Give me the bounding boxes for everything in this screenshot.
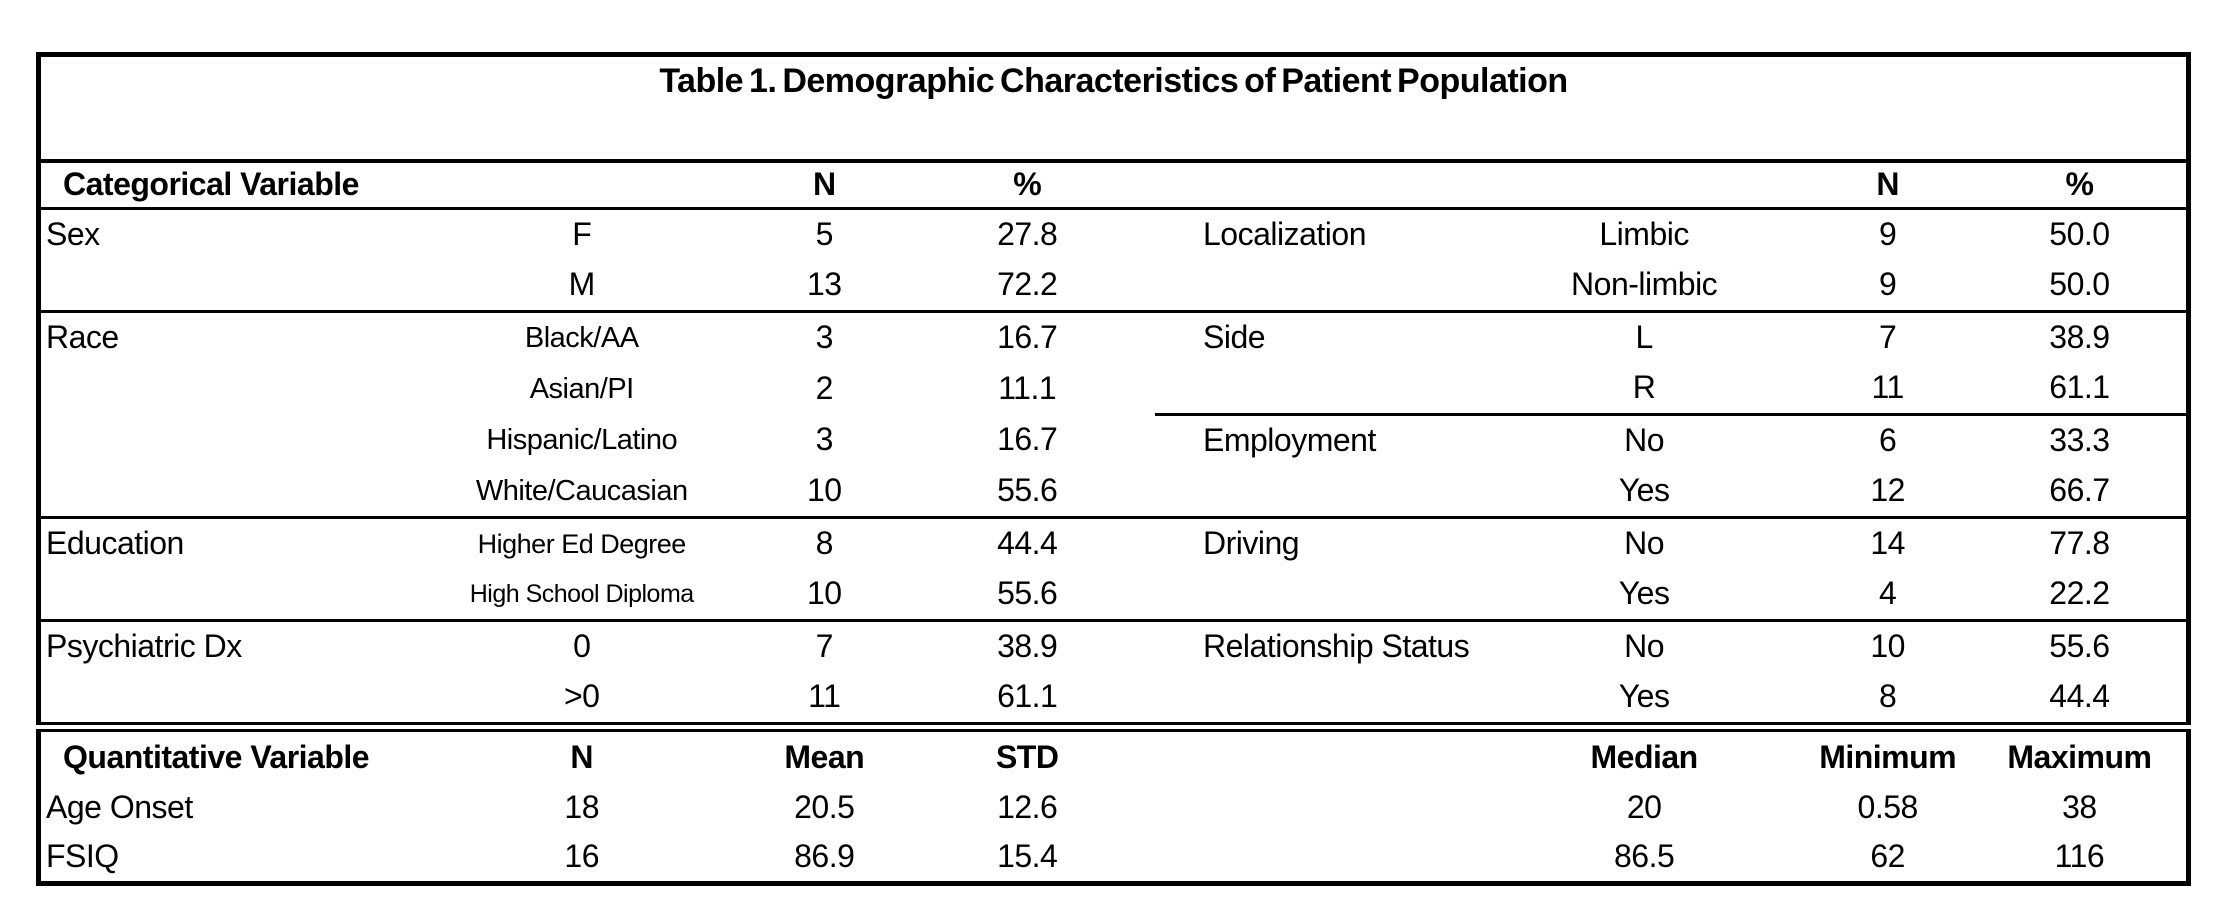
maximum-cell: 116 [2054, 837, 2105, 874]
minimum-cell: 0.58 [1857, 788, 1918, 825]
std-header: STD [899, 727, 1155, 783]
level-cell: Black/AA [524, 321, 639, 354]
variable-cell [39, 569, 415, 621]
variable-cell: Side [1203, 319, 1266, 356]
empty-cell [1486, 161, 1803, 209]
level-cell: L [1635, 319, 1653, 356]
n-cell: 3 [815, 421, 833, 458]
n-cell: 13 [749, 260, 899, 312]
variable-cell [1155, 466, 1486, 518]
variable-cell: Relationship Status [1203, 628, 1470, 665]
variable-cell [1155, 363, 1486, 415]
table-row [39, 363, 2189, 415]
pct-cell: 22.2 [1973, 569, 2189, 621]
pct-cell: 27.8 [997, 216, 1058, 253]
level-cell: Yes [1618, 678, 1670, 715]
pct-cell: 38.9 [997, 628, 1058, 665]
n-cell: 2 [815, 369, 833, 406]
table-row [39, 466, 2189, 518]
n-cell: 7 [815, 628, 833, 665]
quantitative-header-row [39, 727, 2189, 783]
level-cell: Hispanic/Latino [486, 424, 678, 457]
variable-cell: Driving [1203, 525, 1300, 562]
pct-cell: 66.7 [1973, 466, 2189, 518]
median-header: Median [1486, 727, 1803, 783]
variable-cell [39, 672, 415, 727]
n-cell: 5 [815, 216, 833, 253]
level-cell: Yes [1486, 569, 1803, 621]
n-cell: 10 [749, 466, 899, 518]
level-cell: Higher Ed Degree [477, 528, 686, 559]
variable-cell [39, 415, 415, 467]
n-header: N [414, 727, 749, 783]
table-row [39, 569, 2189, 621]
table-row [39, 783, 2189, 832]
maximum-cell: 38 [2062, 788, 2097, 825]
level-cell: R [1632, 369, 1656, 406]
level-cell: No [1624, 628, 1665, 665]
pct-cell: 55.6 [2049, 628, 2110, 665]
pct-cell: 16.7 [997, 319, 1058, 356]
n-cell: 18 [564, 788, 600, 825]
n-cell: 11 [808, 678, 841, 715]
variable-cell [39, 260, 415, 312]
empty-cell [1155, 783, 1486, 832]
pct-cell: 11.1 [998, 369, 1057, 406]
pct-cell: 33.3 [1973, 415, 2189, 467]
n-header-left: N [749, 161, 899, 209]
level-cell: White/Caucasian [414, 466, 749, 518]
std-cell: 15.4 [997, 837, 1058, 874]
pct-cell: 77.8 [2049, 525, 2110, 562]
n-cell: 14 [1870, 525, 1905, 562]
level-cell: F [572, 216, 592, 253]
level-cell: M [414, 260, 749, 312]
pct-cell: 50.0 [1973, 260, 2189, 312]
table-row [39, 518, 2189, 570]
pct-header-left: % [899, 161, 1155, 209]
table-title-row [39, 55, 2189, 162]
variable-cell [1155, 569, 1486, 621]
level-cell: Yes [1486, 466, 1803, 518]
n-cell: 6 [1802, 415, 1972, 467]
table-row [39, 832, 2189, 884]
table-row [39, 672, 2189, 727]
std-cell: 12.6 [997, 788, 1058, 825]
variable-cell [39, 466, 415, 518]
level-cell: Asian/PI [529, 372, 634, 405]
table-row [39, 312, 2189, 364]
table-row [39, 209, 2189, 261]
variable-cell: Psychiatric Dx [46, 628, 242, 665]
level-cell: Limbic [1599, 216, 1689, 253]
n-cell: 10 [749, 569, 899, 621]
quantitative-variable-header: Quantitative Variable [39, 727, 415, 783]
n-cell: 7 [1879, 319, 1897, 356]
level-cell: Non-limbic [1486, 260, 1803, 312]
n-cell: 12 [1802, 466, 1972, 518]
pct-cell: 61.1 [997, 678, 1058, 715]
n-cell: 11 [1871, 369, 1904, 406]
median-cell: 20 [1626, 788, 1662, 825]
table-title: Table 1. Demographic Characteristics of Patient Population [39, 55, 2189, 162]
pct-cell: 61.1 [2049, 369, 2110, 406]
categorical-variable-header: Categorical Variable [39, 161, 750, 209]
categorical-header-row [39, 161, 2189, 209]
table-row [39, 260, 2189, 312]
pct-cell: 44.4 [997, 525, 1058, 562]
level-cell: >0 [563, 678, 600, 715]
level-cell: No [1624, 525, 1665, 562]
level-cell: 0 [573, 628, 591, 665]
empty-cell [1155, 832, 1486, 884]
mean-cell: 20.5 [794, 788, 855, 825]
table-row [39, 415, 2189, 467]
pct-header-right: % [1973, 161, 2189, 209]
variable-cell [1155, 260, 1486, 312]
minimum-cell: 62 [1870, 837, 1905, 874]
n-header-right: N [1802, 161, 1972, 209]
variable-cell [1155, 672, 1486, 727]
variable-cell: Race [46, 319, 119, 356]
level-cell: No [1486, 415, 1803, 467]
n-cell: 8 [815, 525, 833, 562]
n-cell: 4 [1802, 569, 1972, 621]
median-cell: 86.5 [1613, 837, 1675, 874]
pct-cell: 55.6 [899, 466, 1155, 518]
variable-cell [39, 363, 415, 415]
demographics-table [36, 52, 2191, 886]
n-cell: 9 [1879, 216, 1897, 253]
variable-cell: Employment [1155, 415, 1486, 467]
n-cell: 9 [1802, 260, 1972, 312]
variable-cell: Education [46, 525, 184, 562]
n-cell: 16 [564, 837, 600, 874]
empty-cell [1155, 161, 1486, 209]
n-cell: 10 [1870, 628, 1905, 665]
pct-cell: 50.0 [2049, 216, 2110, 253]
variable-cell: Age Onset [46, 788, 193, 825]
empty-cell [1155, 727, 1486, 783]
pct-cell: 72.2 [899, 260, 1155, 312]
pct-cell: 16.7 [997, 421, 1058, 458]
table-row [39, 621, 2189, 673]
n-cell: 8 [1879, 678, 1897, 715]
n-cell: 3 [815, 319, 833, 356]
minimum-header: Minimum [1802, 727, 1972, 783]
variable-cell: Localization [1203, 216, 1366, 253]
maximum-header: Maximum [1973, 727, 2189, 783]
variable-cell: Sex [46, 216, 100, 253]
pct-cell: 44.4 [2049, 678, 2110, 715]
mean-header: Mean [749, 727, 899, 783]
pct-cell: 55.6 [899, 569, 1155, 621]
mean-cell: 86.9 [794, 837, 855, 874]
pct-cell: 38.9 [2049, 319, 2110, 356]
level-cell: High School Diploma [414, 569, 749, 621]
variable-cell: FSIQ [46, 837, 119, 874]
